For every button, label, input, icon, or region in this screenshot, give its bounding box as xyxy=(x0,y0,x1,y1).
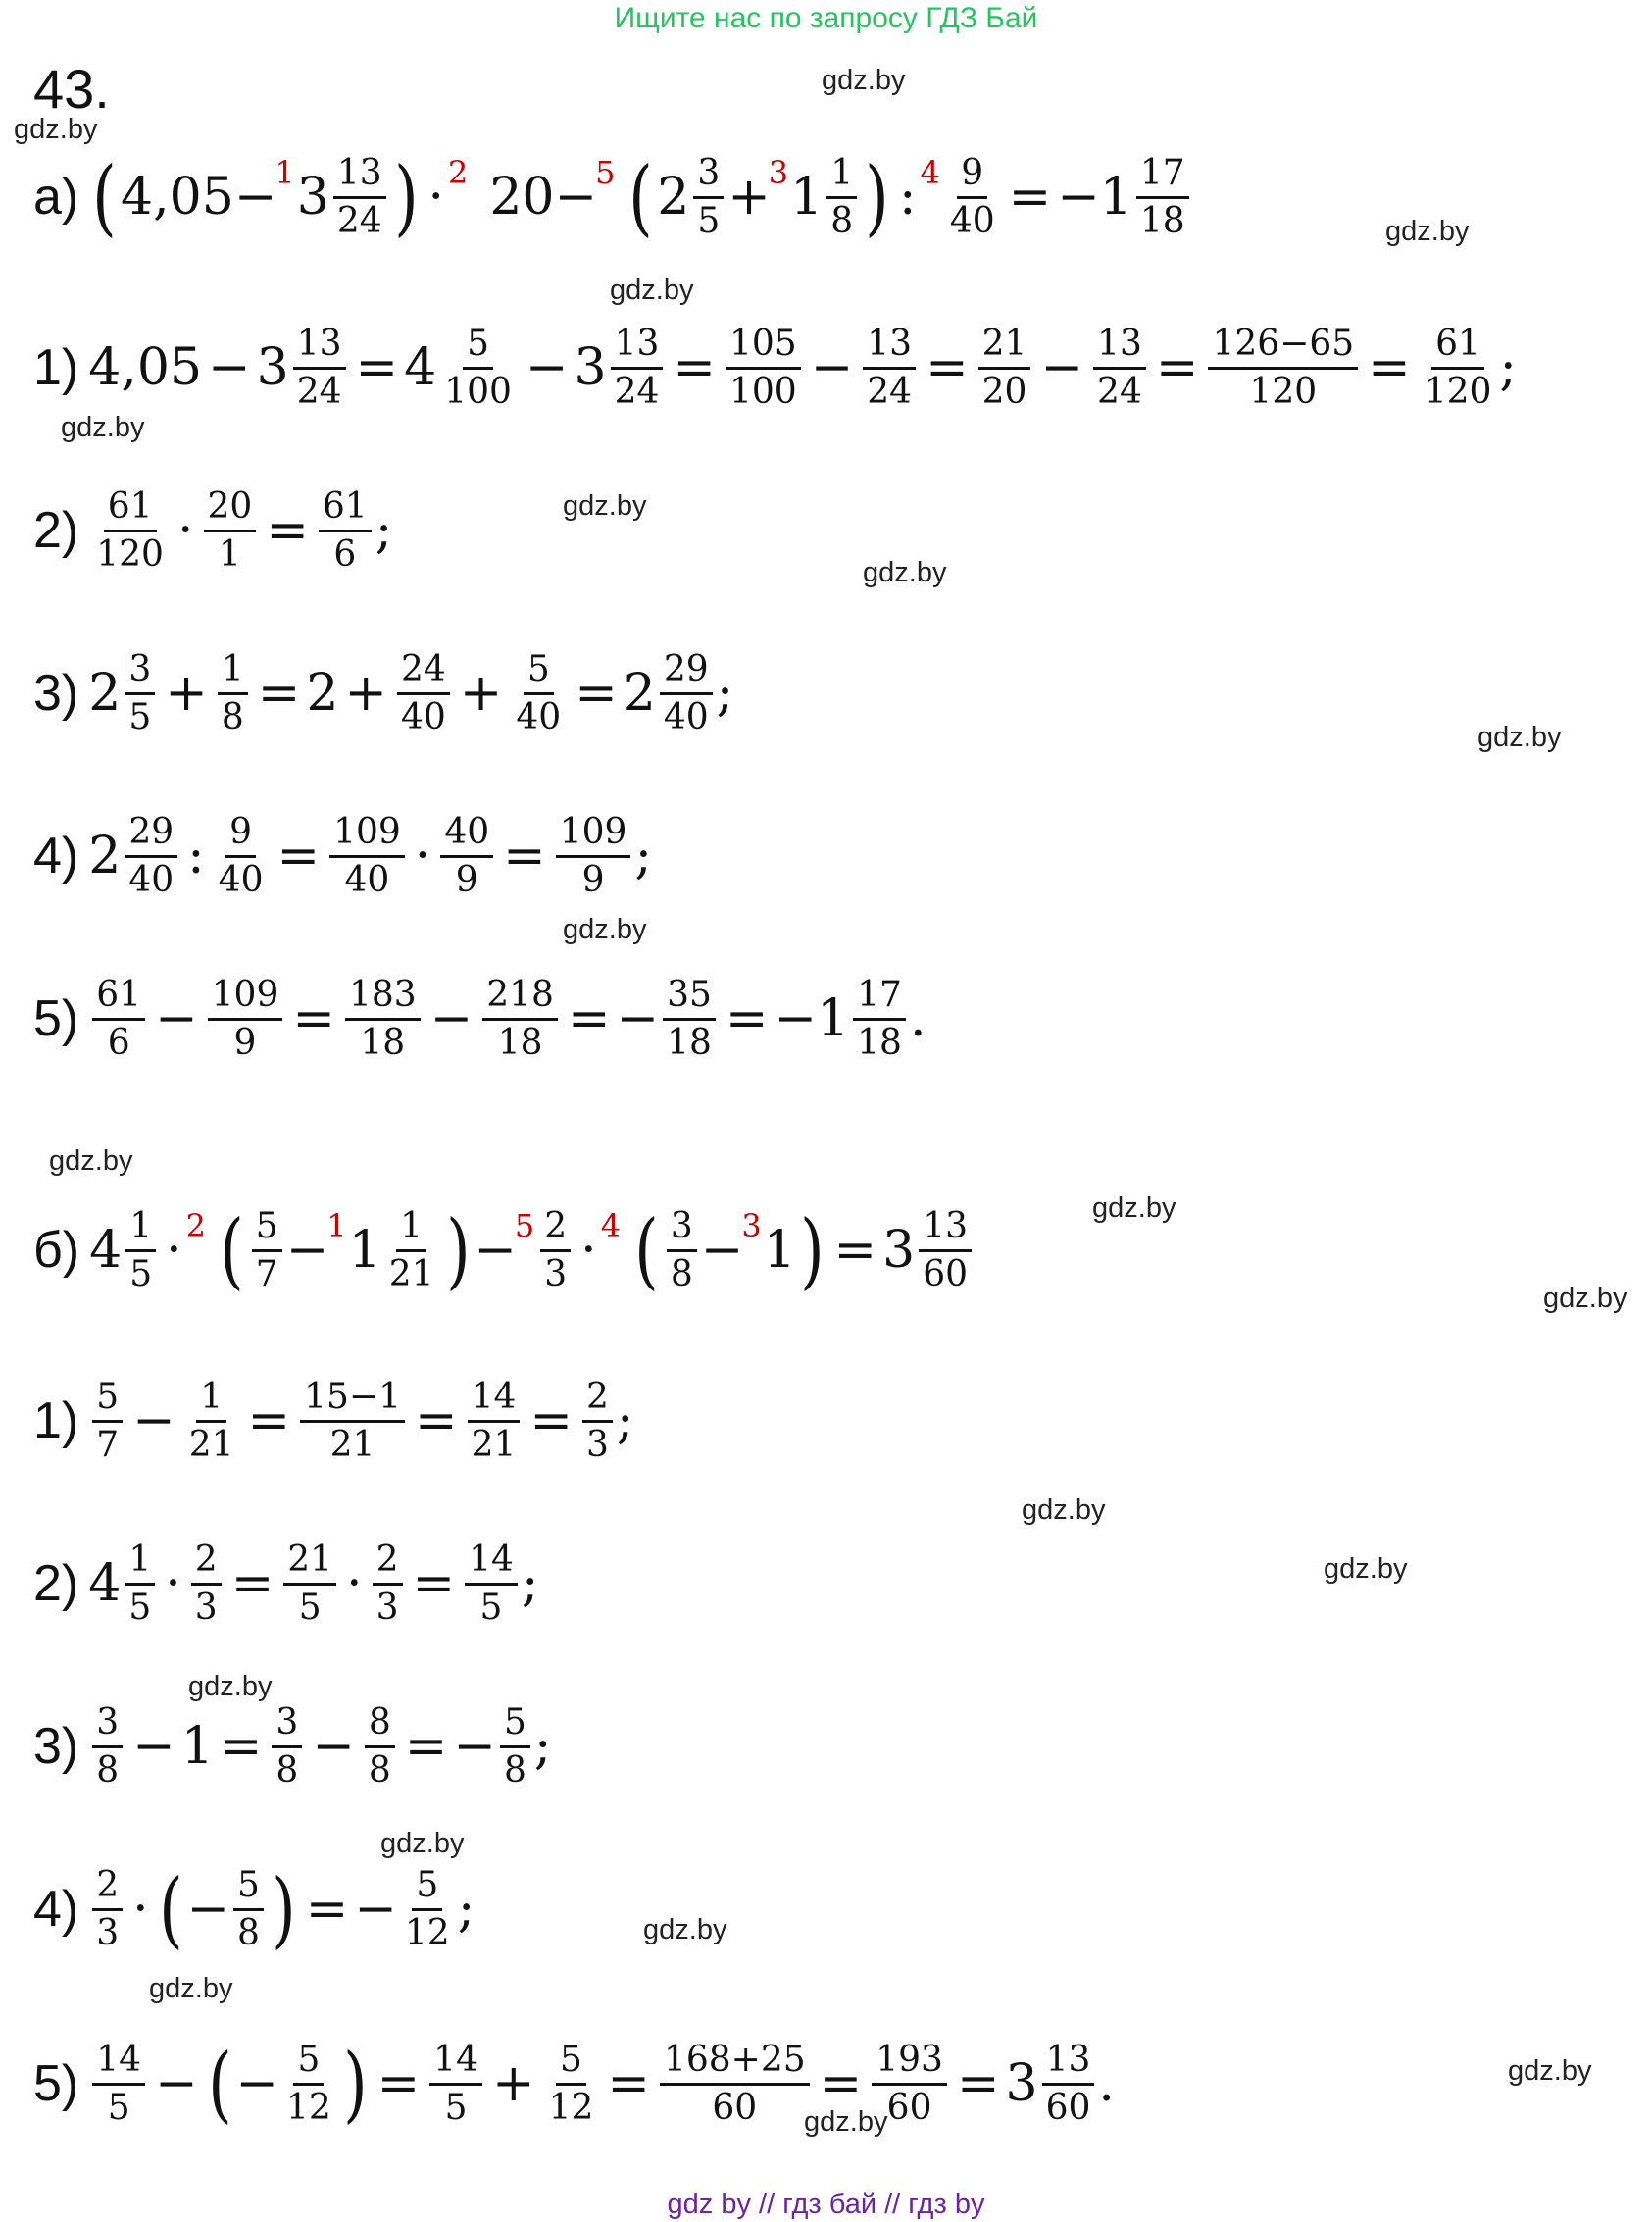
step-label: 3) xyxy=(33,665,79,723)
fraction: $\frac{5}{7}$ xyxy=(92,1379,123,1464)
fraction: $\frac{29}{40}$ xyxy=(125,814,177,899)
fraction: $\frac{105}{100}$ xyxy=(726,326,801,411)
operator: + xyxy=(491,2054,535,2114)
operator: − xyxy=(616,989,660,1049)
step-label: 1) xyxy=(33,339,79,397)
part-label: б) xyxy=(33,1222,80,1280)
top-banner: Ищите нас по запросу ГДЗ Бай xyxy=(614,2,1038,34)
operator: = xyxy=(833,1221,877,1281)
operator: = xyxy=(725,989,769,1049)
fraction: $\frac{24}{40}$ xyxy=(397,651,450,736)
number: 1 xyxy=(763,1221,796,1281)
whole: 2 xyxy=(657,168,690,227)
paren-open: ( xyxy=(220,1202,244,1299)
watermark: gdz.by xyxy=(61,412,145,443)
part-b-step-1 xyxy=(33,1379,633,1464)
whole: 2 xyxy=(88,664,122,724)
part-a-step-2 xyxy=(33,488,392,574)
part-b-expression xyxy=(33,1202,976,1299)
part-a-step-4 xyxy=(33,814,652,899)
fraction: $\frac{13}{24}$ xyxy=(863,326,916,411)
operator: : xyxy=(187,827,205,886)
operator: − xyxy=(132,1717,175,1777)
operator: − xyxy=(208,338,251,398)
operator: = xyxy=(292,989,335,1049)
fraction: $\frac{13}{24}$ xyxy=(293,326,346,411)
operator: = xyxy=(305,1880,349,1940)
order-mark: 1 xyxy=(326,1207,347,1244)
fraction: $\frac{61}{6}$ xyxy=(319,488,372,574)
paren-close: ) xyxy=(445,1202,471,1299)
fraction: $\frac{9}{40}$ xyxy=(949,153,995,241)
operator: − xyxy=(285,1221,329,1281)
watermark: gdz.by xyxy=(49,1145,133,1177)
operator: = xyxy=(276,827,321,886)
fraction: $\frac{61}{6}$ xyxy=(92,977,145,1062)
operator: = xyxy=(355,338,399,398)
operator: − xyxy=(554,168,598,227)
fraction: $\frac{2}{3}$ xyxy=(191,1541,222,1627)
fraction: $\frac{17}{18}$ xyxy=(1136,155,1189,240)
punctuation: ; xyxy=(1499,338,1517,398)
fraction: $\frac{14}{5}$ xyxy=(92,2042,145,2127)
paren-open: ( xyxy=(207,2036,232,2133)
order-mark: 4 xyxy=(920,154,940,191)
fraction: $\frac{13}{60}$ xyxy=(919,1208,972,1293)
part-a-expression xyxy=(33,149,1193,246)
fraction: $\frac{5}{8}$ xyxy=(500,1704,530,1790)
fraction: $\frac{14}{5}$ xyxy=(465,1541,518,1627)
whole: 3 xyxy=(296,168,329,227)
fraction: $\frac{14}{5}$ xyxy=(429,2042,482,2127)
fraction: $\frac{3}{5}$ xyxy=(125,651,155,736)
fraction: $\frac{3}{8}$ xyxy=(667,1208,697,1293)
operator: = xyxy=(503,827,546,886)
order-mark: 3 xyxy=(741,1207,762,1244)
watermark: gdz.by xyxy=(14,114,98,145)
operator: = xyxy=(1368,338,1411,398)
punctuation: . xyxy=(909,989,926,1049)
fraction: $\frac{13}{24}$ xyxy=(611,326,664,411)
operator: = xyxy=(1008,168,1052,227)
order-mark: 2 xyxy=(447,154,469,191)
order-mark: 3 xyxy=(768,154,789,191)
punctuation: ; xyxy=(634,827,652,886)
fraction: $\frac{5}{12}$ xyxy=(548,2040,594,2128)
watermark: gdz.by xyxy=(610,275,694,306)
fraction: $\frac{20}{1}$ xyxy=(204,488,257,574)
operator: − xyxy=(429,989,474,1049)
fraction: $\frac{61}{120}$ xyxy=(96,486,164,575)
whole: 2 xyxy=(306,664,339,724)
fraction: $\frac{14}{21}$ xyxy=(468,1379,521,1464)
watermark: gdz.by xyxy=(804,2106,888,2138)
paren-close: ) xyxy=(342,2036,368,2133)
operator: − xyxy=(132,1391,175,1451)
watermark: gdz.by xyxy=(188,1671,273,1702)
whole: 2 xyxy=(88,827,122,886)
operator: · xyxy=(165,1554,181,1614)
fraction: $\frac{1}{5}$ xyxy=(125,1541,155,1627)
operator: = xyxy=(819,2054,863,2114)
operator: = xyxy=(529,1391,573,1451)
operator: − xyxy=(474,1221,517,1281)
operator: = xyxy=(247,1391,291,1451)
watermark: gdz.by xyxy=(1508,2055,1592,2087)
watermark: gdz.by xyxy=(563,914,647,945)
fraction: $\frac{29}{40}$ xyxy=(660,651,713,736)
step-label: 2) xyxy=(33,502,79,560)
whole: 1 xyxy=(790,168,824,227)
number: 4,05 xyxy=(88,338,203,398)
fraction: $\frac{2}{3}$ xyxy=(373,1541,403,1627)
operator: = xyxy=(607,2054,650,2114)
part-b-step-2 xyxy=(33,1541,538,1627)
operator: = xyxy=(567,989,611,1049)
fraction: $\frac{13}{60}$ xyxy=(1042,2042,1095,2127)
operator: = xyxy=(412,1554,456,1614)
operator: − xyxy=(155,989,198,1049)
step-label: 5) xyxy=(33,990,79,1048)
whole: 3 xyxy=(256,338,289,398)
order-mark: 4 xyxy=(600,1207,622,1244)
fraction: $\frac{1}{8}$ xyxy=(826,155,857,240)
watermark: gdz.by xyxy=(1543,1283,1627,1314)
paren-close: ) xyxy=(393,149,419,246)
order-mark: 5 xyxy=(514,1207,535,1244)
fraction: $\frac{218}{18}$ xyxy=(482,977,558,1062)
fraction: $\frac{21}{5}$ xyxy=(283,1541,336,1627)
whole: 1 xyxy=(348,1221,381,1281)
operator: = xyxy=(376,2054,421,2114)
operator: − xyxy=(354,1880,397,1940)
step-label: 4) xyxy=(33,828,79,885)
operator: : xyxy=(898,168,917,227)
fraction: $\frac{109}{9}$ xyxy=(556,814,631,899)
paren-close: ) xyxy=(799,1202,825,1299)
fraction: $\frac{40}{9}$ xyxy=(440,814,493,899)
fraction: $\frac{13}{24}$ xyxy=(1093,326,1146,411)
fraction: $\frac{126-65}{120}$ xyxy=(1208,326,1358,411)
watermark: gdz.by xyxy=(863,557,947,588)
operator: = xyxy=(230,1554,275,1614)
fraction: $\frac{5}{40}$ xyxy=(516,649,562,737)
problem-number: 43. xyxy=(33,58,110,120)
paren-open: ( xyxy=(158,1861,183,1958)
part-b-step-4 xyxy=(33,1861,476,1958)
fraction: $\frac{1}{5}$ xyxy=(125,1208,156,1293)
paren-open: ( xyxy=(634,1202,659,1299)
watermark: gdz.by xyxy=(1022,1494,1106,1526)
watermark: gdz.by xyxy=(1477,722,1562,753)
fraction: $\frac{193}{60}$ xyxy=(872,2042,947,2127)
step-label: 1) xyxy=(33,1392,79,1450)
fraction: $\frac{5}{12}$ xyxy=(286,2040,331,2128)
operator: − xyxy=(700,1221,744,1281)
operator: · xyxy=(580,1221,597,1281)
operator: + xyxy=(165,664,208,724)
fraction: $\frac{1}{21}$ xyxy=(388,1206,434,1294)
fraction: $\frac{5}{100}$ xyxy=(444,324,512,412)
fraction: $\frac{109}{9}$ xyxy=(208,977,283,1062)
fraction: $\frac{5}{12}$ xyxy=(404,1865,450,1953)
operator: = xyxy=(673,338,716,398)
operator: + xyxy=(459,664,503,724)
watermark: gdz.by xyxy=(1092,1192,1176,1224)
whole: 3 xyxy=(1005,2054,1038,2114)
fraction: $\frac{3}{8}$ xyxy=(272,1704,302,1790)
punctuation: ; xyxy=(521,1554,539,1614)
paren-close: ) xyxy=(272,1861,296,1958)
watermark: gdz.by xyxy=(149,1973,233,2004)
operator: = xyxy=(575,664,618,724)
operator: − xyxy=(186,1880,230,1940)
step-label: 2) xyxy=(33,1555,79,1613)
order-mark: 2 xyxy=(185,1207,206,1244)
order-mark: 5 xyxy=(595,154,616,191)
fraction: $\frac{8}{8}$ xyxy=(365,1704,395,1790)
operator: − xyxy=(525,338,569,398)
whole: 4 xyxy=(89,1221,123,1281)
operator: = xyxy=(926,338,969,398)
fraction: $\frac{183}{18}$ xyxy=(345,977,421,1062)
operator: · xyxy=(414,827,431,886)
whole: 3 xyxy=(882,1221,916,1281)
operator: − xyxy=(155,2054,198,2114)
bottom-banner: gdz by // гдз бай // гдз by xyxy=(667,2189,985,2220)
fraction: $\frac{21}{20}$ xyxy=(978,326,1031,411)
operator: + xyxy=(344,664,387,724)
fraction: $\frac{109}{40}$ xyxy=(329,814,405,899)
operator: − xyxy=(233,168,277,227)
paren-close: ) xyxy=(865,149,889,246)
operator: = xyxy=(266,501,309,561)
whole: 4 xyxy=(404,338,437,398)
operator: = xyxy=(1155,338,1199,398)
operator: = xyxy=(415,1391,458,1451)
punctuation: . xyxy=(1098,2054,1115,2114)
step-label: 4) xyxy=(33,1881,79,1939)
fraction: $\frac{3}{8}$ xyxy=(92,1704,123,1790)
fraction: $\frac{13}{24}$ xyxy=(333,155,386,240)
operator: − xyxy=(312,1717,355,1777)
operator: + xyxy=(727,168,771,227)
number: 1 xyxy=(180,1717,214,1777)
fraction: $\frac{35}{18}$ xyxy=(663,977,716,1062)
operator: = xyxy=(219,1717,263,1777)
result: −1 xyxy=(1057,168,1132,227)
punctuation: ; xyxy=(457,1880,476,1940)
number: 4,05 xyxy=(121,168,234,227)
paren-open: ( xyxy=(628,149,654,246)
watermark: gdz.by xyxy=(380,1828,465,1859)
fraction: $\frac{9}{40}$ xyxy=(218,812,264,900)
part-a-step-5 xyxy=(33,977,926,1062)
watermark: gdz.by xyxy=(822,65,906,96)
fraction: $\frac{168+25}{60}$ xyxy=(660,2042,810,2127)
paren-open: ( xyxy=(92,149,117,246)
punctuation: ; xyxy=(716,664,734,724)
operator: = xyxy=(257,664,301,724)
fraction: $\frac{61}{120}$ xyxy=(1424,324,1492,412)
whole: 3 xyxy=(574,338,607,398)
operator: · xyxy=(176,501,194,561)
watermark: gdz.by xyxy=(563,490,647,522)
part-a-step-1 xyxy=(33,326,1517,411)
fraction: $\frac{2}{3}$ xyxy=(540,1208,571,1293)
punctuation: ; xyxy=(533,1717,552,1777)
watermark: gdz.by xyxy=(643,1914,727,1945)
watermark: gdz.by xyxy=(1385,216,1470,247)
number: 20 xyxy=(489,168,555,227)
fraction: $\frac{1}{8}$ xyxy=(218,651,248,736)
part-b-step-5 xyxy=(33,2036,1115,2133)
order-mark: 1 xyxy=(275,154,295,191)
fraction: $\frac{3}{5}$ xyxy=(693,155,724,240)
watermark: gdz.by xyxy=(1324,1553,1408,1585)
punctuation: ; xyxy=(616,1391,634,1451)
operator: · xyxy=(132,1880,149,1940)
step-label: 3) xyxy=(33,1718,79,1776)
operator: = xyxy=(404,1717,448,1777)
part-b-step-3 xyxy=(33,1704,551,1790)
fraction: $\frac{15-1}{21}$ xyxy=(300,1379,405,1464)
operator: − xyxy=(810,338,854,398)
operator: − xyxy=(1040,338,1084,398)
whole: 2 xyxy=(623,664,656,724)
fraction: $\frac{17}{18}$ xyxy=(853,977,906,1062)
operator: · xyxy=(427,168,444,227)
operator: · xyxy=(346,1554,363,1614)
part-label: а) xyxy=(33,169,79,227)
fraction: $\frac{5}{8}$ xyxy=(233,1867,264,1952)
step-label: 5) xyxy=(33,2055,79,2113)
whole: 4 xyxy=(88,1554,122,1614)
fraction: $\frac{2}{3}$ xyxy=(582,1379,613,1464)
punctuation: ; xyxy=(375,501,393,561)
fraction: $\frac{2}{3}$ xyxy=(92,1867,123,1952)
fraction: $\frac{1}{21}$ xyxy=(188,1377,234,1465)
operator: − xyxy=(235,2054,278,2114)
operator: − xyxy=(453,1717,496,1777)
operator: = xyxy=(956,2054,1000,2114)
fraction: $\frac{5}{7}$ xyxy=(252,1208,282,1293)
part-a-step-3 xyxy=(33,651,733,736)
operator: · xyxy=(166,1221,182,1281)
result: −1 xyxy=(774,989,850,1049)
